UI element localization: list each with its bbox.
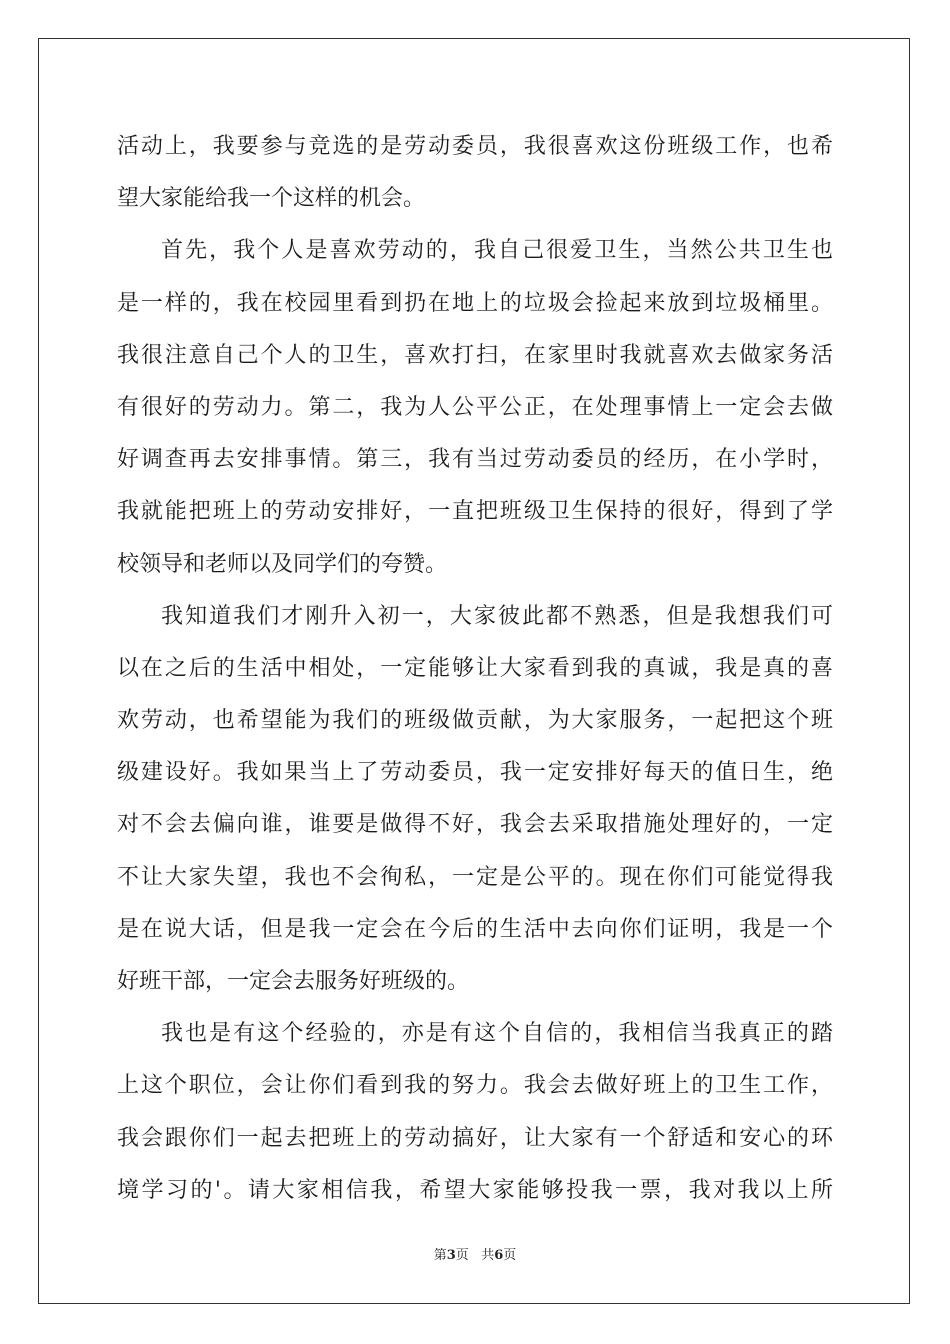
paragraph bbox=[117, 225, 833, 590]
text-line: 好班干部，一定会去服务好班级的。 bbox=[117, 969, 470, 994]
text-line: 欢劳动，也希望能为我们的班级做贡献，为大家服务，一起把这个班 bbox=[117, 708, 833, 734]
text-line: 望大家能给我一个这样的机会。 bbox=[117, 186, 426, 212]
text-line: 上这个职位，会让你们看到我的努力。我会去做好班上的卫生工作， bbox=[117, 1073, 833, 1099]
text-line: 境学习的'。请大家相信我，希望大家能够投我一票，我对我以上所 bbox=[117, 1177, 833, 1203]
page-label-suffix: 页 bbox=[455, 1248, 469, 1263]
text-line: 对不会去偏向谁，谁要是做得不好，我会去采取措施处理好的，一定 bbox=[117, 812, 833, 838]
total-label-suffix: 页 bbox=[503, 1248, 517, 1263]
text-line: 不让大家失望，我也不会徇私，一定是公平的。现在你们可能觉得我 bbox=[117, 864, 833, 890]
text-line: 我很注意自己个人的卫生，喜欢打扫，在家里时我就喜欢去做家务活 bbox=[117, 342, 833, 368]
paragraph bbox=[117, 1008, 833, 1217]
text-line: 校领导和老师以及同学们的夸赞。 bbox=[117, 551, 448, 577]
text-line: 有很好的劳动力。第二，我为人公平公正，在处理事情上一定会去做 bbox=[117, 394, 833, 420]
text-line: 我会跟你们一起去把班上的劳动搞好，让大家有一个舒适和安心的环 bbox=[117, 1125, 833, 1151]
paragraph bbox=[117, 591, 833, 1009]
document-body bbox=[117, 121, 833, 1217]
text-line: 首先，我个人是喜欢劳动的，我自己很爱卫生，当然公共卫生也 bbox=[161, 238, 833, 264]
page-number: 3 bbox=[446, 1248, 456, 1263]
text-line: 是在说大话，但是我一定会在今后的生活中去向你们证明，我是一个 bbox=[117, 916, 833, 942]
text-line: 以在之后的生活中相处，一定能够让大家看到我的真诚，我是真的喜 bbox=[117, 655, 833, 681]
text-line: 好调查再去安排事情。第三，我有当过劳动委员的经历，在小学时， bbox=[117, 447, 833, 473]
page-footer bbox=[0, 1244, 950, 1263]
text-line: 级建设好。我如果当上了劳动委员，我一定安排好每天的值日生，绝 bbox=[117, 760, 833, 786]
total-pages: 6 bbox=[494, 1248, 504, 1263]
total-label-prefix: 共 bbox=[481, 1248, 495, 1263]
text-line: 活动上，我要参与竞选的是劳动委员，我很喜欢这份班级工作，也希 bbox=[117, 134, 833, 159]
text-line: 我知道我们才刚升入初一，大家彼此都不熟悉，但是我想我们可 bbox=[161, 603, 833, 629]
text-line: 我也是有这个经验的，亦是有这个自信的，我相信当我真正的踏 bbox=[161, 1021, 833, 1047]
text-line: 是一样的，我在校园里看到扔在地上的垃圾会捡起来放到垃圾桶里。 bbox=[117, 290, 833, 316]
paragraph bbox=[117, 121, 833, 225]
text-line: 我就能把班上的劳动安排好，一直把班级卫生保持的很好，得到了学 bbox=[117, 499, 833, 525]
page-label-prefix: 第 bbox=[433, 1248, 447, 1263]
